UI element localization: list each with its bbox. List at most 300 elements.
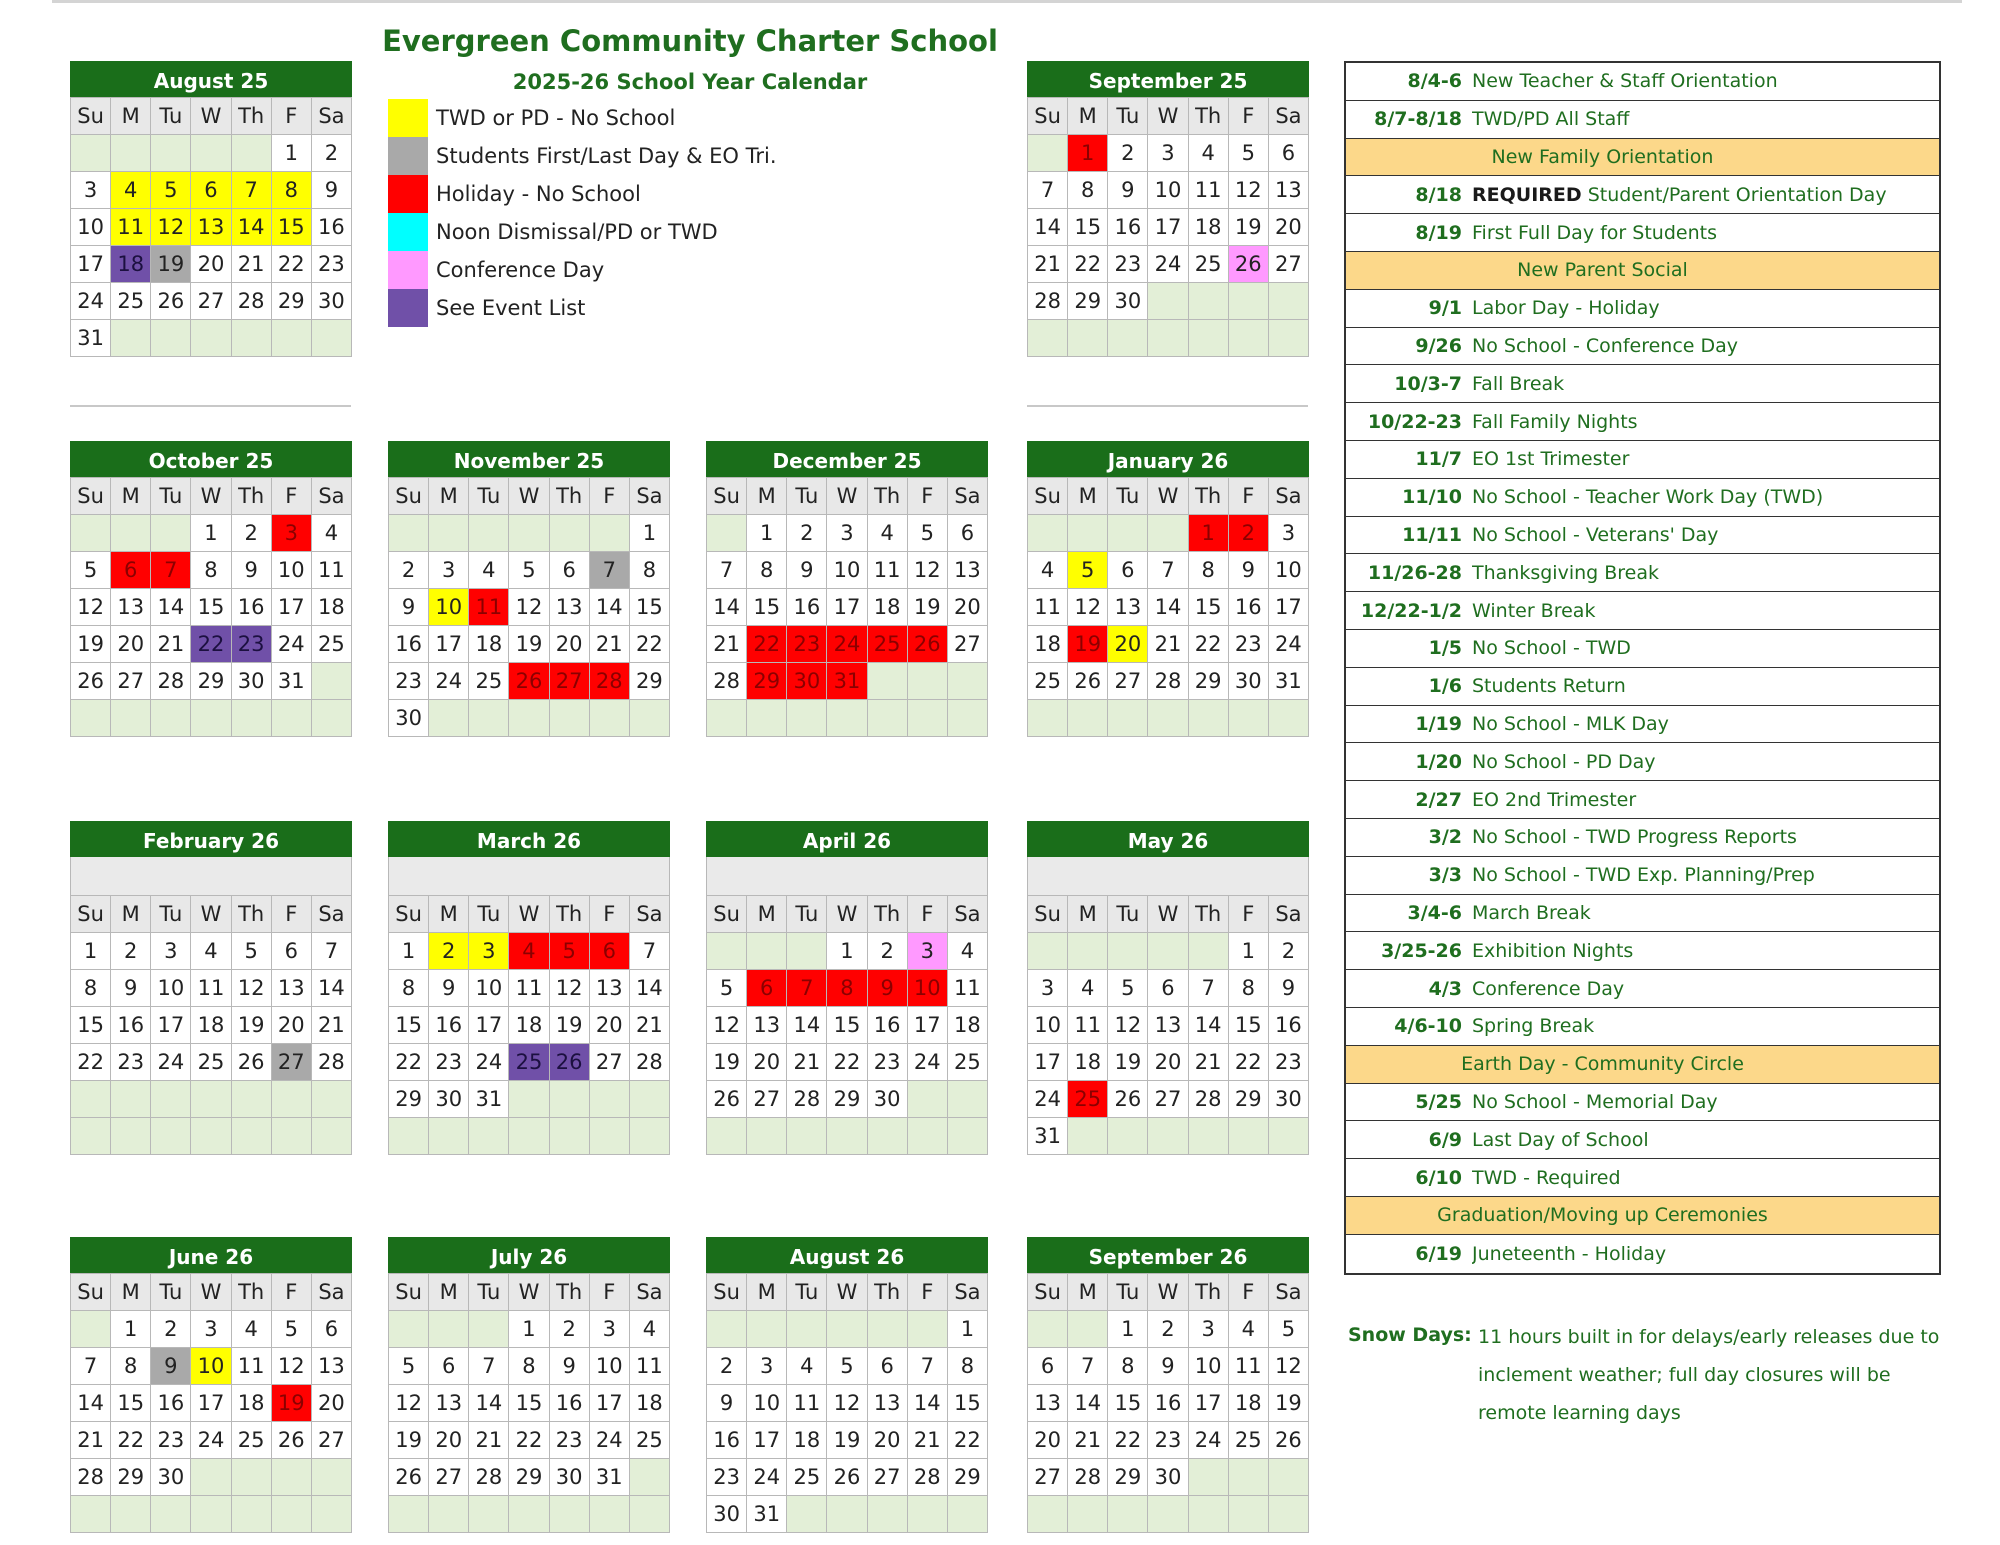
empty-day-cell (1269, 700, 1309, 737)
calendar-title: 2025-26 School Year Calendar (512, 70, 868, 94)
day-cell: 24 (827, 626, 867, 663)
empty-day-cell (787, 1311, 827, 1348)
month-title: July 26 (388, 1237, 670, 1273)
empty-day-cell (232, 320, 272, 357)
day-cell: 9 (1108, 172, 1148, 209)
event-row (1346, 441, 1939, 479)
event-list (1344, 61, 1941, 1275)
event-row (1346, 1197, 1939, 1235)
day-cell: 12 (232, 970, 272, 1007)
empty-day-cell (1028, 933, 1068, 970)
day-cell: 24 (1148, 246, 1188, 283)
legend-label: Conference Day (436, 258, 605, 282)
empty-day-cell (272, 1081, 312, 1118)
event-description-wrap (1472, 70, 1939, 92)
empty-day-cell (948, 1118, 988, 1155)
day-cell: 16 (787, 589, 827, 626)
event-description: EO 2nd Trimester (1472, 788, 1637, 811)
day-cell: 19 (908, 589, 948, 626)
day-cell: 21 (469, 1422, 509, 1459)
day-cell: 26 (908, 626, 948, 663)
day-cell: 27 (868, 1459, 908, 1496)
month-title: September 25 (1027, 61, 1309, 97)
day-cell: 22 (509, 1422, 549, 1459)
day-cell: 28 (71, 1459, 111, 1496)
day-cell: 14 (232, 209, 272, 246)
event-row (1346, 479, 1939, 517)
day-cell: 26 (1269, 1422, 1309, 1459)
day-cell: 26 (1068, 663, 1108, 700)
day-cell: 17 (469, 1007, 509, 1044)
weekday-header: W (509, 1274, 549, 1311)
weekday-header: F (590, 478, 630, 515)
day-cell: 26 (151, 283, 191, 320)
event-date: 2/27 (1415, 788, 1462, 811)
day-cell: 11 (232, 1348, 272, 1385)
weekday-header: Su (707, 896, 747, 933)
event-date: 10/22-23 (1367, 410, 1462, 433)
empty-day-cell (151, 700, 191, 737)
empty-day-cell (1229, 1459, 1269, 1496)
day-cell: 16 (111, 1007, 151, 1044)
day-cell: 11 (312, 552, 352, 589)
day-cell: 21 (630, 1007, 670, 1044)
day-cell: 7 (630, 933, 670, 970)
event-date: 3/3 (1428, 864, 1462, 887)
event-date: 9/26 (1415, 334, 1462, 357)
day-cell: 9 (389, 589, 429, 626)
legend-swatch-cyan (388, 213, 428, 251)
event-description: Exhibition Nights (1472, 939, 1634, 962)
day-cell: 2 (429, 933, 469, 970)
event-description: New Parent Social (1517, 259, 1688, 282)
event-description-wrap (1472, 411, 1939, 433)
empty-day-cell (1108, 933, 1148, 970)
day-cell: 15 (191, 589, 231, 626)
day-cell: 28 (787, 1081, 827, 1118)
day-cell: 7 (469, 1348, 509, 1385)
day-cell: 21 (71, 1422, 111, 1459)
day-cell: 25 (630, 1422, 670, 1459)
empty-day-cell (747, 1311, 787, 1348)
empty-day-cell (948, 700, 988, 737)
day-cell: 17 (1028, 1044, 1068, 1081)
month-grid (388, 895, 670, 1155)
empty-day-cell (827, 1496, 867, 1533)
empty-day-cell (590, 700, 630, 737)
weekday-header: Sa (312, 478, 352, 515)
day-cell: 21 (707, 626, 747, 663)
weekday-header: Th (868, 478, 908, 515)
day-cell: 27 (429, 1459, 469, 1496)
day-cell: 4 (868, 515, 908, 552)
day-cell: 27 (312, 1422, 352, 1459)
empty-day-cell (1028, 320, 1068, 357)
day-cell: 22 (1229, 1044, 1269, 1081)
day-cell: 13 (747, 1007, 787, 1044)
day-cell: 24 (747, 1459, 787, 1496)
day-cell: 30 (151, 1459, 191, 1496)
day-cell: 3 (747, 1348, 787, 1385)
day-cell: 18 (111, 246, 151, 283)
day-cell: 15 (111, 1385, 151, 1422)
day-cell: 11 (948, 970, 988, 1007)
day-cell: 29 (630, 663, 670, 700)
weekday-header: M (429, 896, 469, 933)
empty-day-cell (1068, 1311, 1108, 1348)
empty-day-cell (948, 1081, 988, 1118)
month-title: October 25 (70, 441, 352, 477)
empty-day-cell (908, 1311, 948, 1348)
weekday-header: Su (707, 1274, 747, 1311)
empty-day-cell (71, 1311, 111, 1348)
day-cell: 27 (272, 1044, 312, 1081)
day-cell: 10 (1148, 172, 1188, 209)
day-cell: 21 (151, 626, 191, 663)
day-cell: 6 (111, 552, 151, 589)
day-cell: 29 (389, 1081, 429, 1118)
empty-day-cell (272, 1459, 312, 1496)
month-title: November 25 (388, 441, 670, 477)
empty-day-cell (111, 135, 151, 172)
day-cell: 23 (429, 1044, 469, 1081)
day-cell: 26 (71, 663, 111, 700)
empty-day-cell (509, 1496, 549, 1533)
day-cell: 16 (868, 1007, 908, 1044)
day-cell: 9 (787, 552, 827, 589)
day-cell: 22 (1108, 1422, 1148, 1459)
day-cell: 18 (630, 1385, 670, 1422)
event-row (1346, 743, 1939, 781)
day-cell: 29 (1189, 663, 1229, 700)
weekday-header: Su (389, 896, 429, 933)
empty-day-cell (707, 933, 747, 970)
day-cell: 15 (630, 589, 670, 626)
day-cell: 17 (71, 246, 111, 283)
empty-day-cell (71, 1118, 111, 1155)
day-cell: 26 (232, 1044, 272, 1081)
month-august-26 (706, 1237, 988, 1533)
empty-day-cell (1028, 700, 1068, 737)
day-cell: 24 (71, 283, 111, 320)
weekday-header: Sa (948, 1274, 988, 1311)
empty-day-cell (1028, 515, 1068, 552)
weekday-header: Th (868, 896, 908, 933)
weekday-header: W (1148, 478, 1188, 515)
day-cell: 26 (707, 1081, 747, 1118)
day-cell: 18 (1068, 1044, 1108, 1081)
day-cell: 22 (272, 246, 312, 283)
divider-right (1027, 405, 1308, 407)
day-cell: 19 (707, 1044, 747, 1081)
day-cell: 2 (1108, 135, 1148, 172)
day-cell: 4 (1229, 1311, 1269, 1348)
day-cell: 28 (908, 1459, 948, 1496)
day-cell: 31 (747, 1496, 787, 1533)
top-rule (52, 0, 1962, 3)
event-description: Earth Day - Community Circle (1461, 1053, 1744, 1076)
day-cell: 8 (509, 1348, 549, 1385)
day-cell: 11 (868, 552, 908, 589)
day-cell: 4 (1189, 135, 1229, 172)
day-cell: 4 (1028, 552, 1068, 589)
event-date: 11/26-28 (1367, 561, 1462, 584)
empty-day-cell (827, 700, 867, 737)
day-cell: 16 (1229, 589, 1269, 626)
weekday-header: Tu (469, 1274, 509, 1311)
month-grid (1027, 895, 1309, 1155)
day-cell: 29 (827, 1081, 867, 1118)
event-description: No School - TWD (1472, 637, 1631, 660)
day-cell: 12 (272, 1348, 312, 1385)
day-cell: 10 (590, 1348, 630, 1385)
empty-day-cell (1189, 1496, 1229, 1533)
weekday-header: Sa (948, 896, 988, 933)
day-cell: 15 (1068, 209, 1108, 246)
month-grid (1027, 1273, 1309, 1533)
day-cell: 12 (1108, 1007, 1148, 1044)
weekday-header: W (1148, 896, 1188, 933)
day-cell: 22 (389, 1044, 429, 1081)
day-cell: 8 (948, 1348, 988, 1385)
day-cell: 16 (151, 1385, 191, 1422)
day-cell: 17 (590, 1385, 630, 1422)
day-cell: 1 (509, 1311, 549, 1348)
empty-day-cell (787, 700, 827, 737)
empty-day-cell (71, 700, 111, 737)
month-title: December 25 (706, 441, 988, 477)
empty-day-cell (111, 1118, 151, 1155)
weekday-header: Th (232, 1274, 272, 1311)
day-cell: 22 (1189, 626, 1229, 663)
empty-day-cell (389, 1311, 429, 1348)
empty-day-cell (908, 663, 948, 700)
day-cell: 13 (1028, 1385, 1068, 1422)
event-description-wrap (1472, 713, 1939, 735)
day-cell: 10 (908, 970, 948, 1007)
empty-day-cell (1269, 1459, 1309, 1496)
day-cell: 18 (1028, 626, 1068, 663)
weekday-header: Tu (787, 896, 827, 933)
event-row (1346, 857, 1939, 895)
event-description: Thanksgiving Break (1472, 561, 1660, 584)
day-cell: 30 (232, 663, 272, 700)
empty-day-cell (1269, 1118, 1309, 1155)
event-description: Student/Parent Orientation Day (1587, 183, 1887, 206)
day-cell: 31 (827, 663, 867, 700)
day-cell: 3 (429, 552, 469, 589)
month-title: April 26 (706, 821, 988, 857)
empty-day-cell (1269, 320, 1309, 357)
weekday-header: Th (868, 1274, 908, 1311)
day-cell: 27 (111, 663, 151, 700)
event-description: Juneteenth - Holiday (1472, 1242, 1667, 1265)
day-cell: 27 (1028, 1459, 1068, 1496)
day-cell: 13 (1148, 1007, 1188, 1044)
event-row (1346, 630, 1939, 668)
event-description-wrap (1472, 826, 1939, 848)
day-cell: 17 (827, 589, 867, 626)
weekday-header: F (272, 1274, 312, 1311)
event-description: No School - PD Day (1472, 750, 1656, 773)
day-cell: 16 (550, 1385, 590, 1422)
day-cell: 7 (1028, 172, 1068, 209)
weekday-header: Sa (312, 98, 352, 135)
event-date: 8/7-8/18 (1374, 108, 1462, 131)
day-cell: 19 (1269, 1385, 1309, 1422)
event-description-wrap (1472, 562, 1939, 584)
weekday-header: M (747, 896, 787, 933)
weekday-header: W (509, 478, 549, 515)
event-description: March Break (1472, 901, 1591, 924)
day-cell: 28 (232, 283, 272, 320)
day-cell: 10 (469, 970, 509, 1007)
day-cell: 9 (1148, 1348, 1188, 1385)
empty-day-cell (630, 1118, 670, 1155)
day-cell: 11 (1028, 589, 1068, 626)
day-cell: 8 (630, 552, 670, 589)
empty-day-cell (1229, 1118, 1269, 1155)
day-cell: 19 (272, 1385, 312, 1422)
empty-day-cell (550, 700, 590, 737)
day-cell: 31 (272, 663, 312, 700)
day-cell: 24 (908, 1044, 948, 1081)
day-cell: 27 (550, 663, 590, 700)
day-cell: 18 (948, 1007, 988, 1044)
empty-day-cell (1068, 1118, 1108, 1155)
empty-day-cell (1229, 283, 1269, 320)
empty-day-cell (429, 515, 469, 552)
day-cell: 7 (1148, 552, 1188, 589)
event-date: 9/1 (1428, 297, 1462, 320)
day-cell: 12 (1229, 172, 1269, 209)
empty-day-cell (151, 1496, 191, 1533)
event-description: Labor Day - Holiday (1472, 297, 1660, 320)
day-cell: 4 (787, 1348, 827, 1385)
empty-day-cell (71, 1081, 111, 1118)
day-cell: 3 (272, 515, 312, 552)
day-cell: 30 (1148, 1459, 1188, 1496)
month-grid (388, 477, 670, 737)
day-cell: 26 (272, 1422, 312, 1459)
empty-day-cell (1229, 700, 1269, 737)
day-cell: 2 (151, 1311, 191, 1348)
weekday-header: Su (71, 478, 111, 515)
event-description-wrap (1472, 637, 1939, 659)
day-cell: 24 (1269, 626, 1309, 663)
day-cell: 25 (868, 626, 908, 663)
empty-day-cell (1028, 1311, 1068, 1348)
weekday-header: F (1229, 896, 1269, 933)
event-date: 3/4-6 (1407, 901, 1462, 924)
empty-day-cell (550, 1118, 590, 1155)
day-cell: 9 (151, 1348, 191, 1385)
legend-item (388, 137, 777, 175)
event-date: 12/22-1/2 (1360, 599, 1462, 622)
empty-day-cell (389, 515, 429, 552)
day-cell: 19 (71, 626, 111, 663)
event-description: First Full Day for Students (1472, 221, 1717, 244)
month-title: February 26 (70, 821, 352, 857)
day-cell: 24 (429, 663, 469, 700)
day-cell: 6 (312, 1311, 352, 1348)
legend-label: TWD or PD - No School (436, 106, 676, 130)
day-cell: 13 (948, 552, 988, 589)
empty-day-cell (948, 663, 988, 700)
month-july-26 (388, 1237, 670, 1533)
day-cell: 16 (389, 626, 429, 663)
day-cell: 30 (1108, 283, 1148, 320)
day-cell: 25 (1028, 663, 1068, 700)
day-cell: 6 (429, 1348, 469, 1385)
day-cell: 6 (868, 1348, 908, 1385)
legend-swatch-red (388, 175, 428, 213)
day-cell: 31 (590, 1459, 630, 1496)
event-row (1346, 1008, 1939, 1046)
event-description: New Family Orientation (1491, 145, 1714, 168)
event-row (1346, 365, 1939, 403)
empty-day-cell (827, 1118, 867, 1155)
day-cell: 20 (1148, 1044, 1188, 1081)
empty-day-cell (868, 1311, 908, 1348)
empty-day-cell (191, 1118, 231, 1155)
month-spacer (1027, 857, 1309, 895)
weekday-header: Su (71, 896, 111, 933)
empty-day-cell (1189, 320, 1229, 357)
empty-day-cell (1148, 1496, 1188, 1533)
empty-day-cell (747, 933, 787, 970)
day-cell: 15 (272, 209, 312, 246)
event-row (1346, 895, 1939, 933)
weekday-header: F (272, 98, 312, 135)
event-date: 6/19 (1415, 1242, 1462, 1265)
empty-day-cell (747, 1118, 787, 1155)
day-cell: 14 (590, 589, 630, 626)
event-description: TWD - Required (1472, 1166, 1621, 1189)
day-cell: 22 (71, 1044, 111, 1081)
day-cell: 10 (151, 970, 191, 1007)
legend-label: Students First/Last Day & EO Tri. (436, 144, 777, 168)
day-cell: 30 (707, 1496, 747, 1533)
event-description-wrap (1472, 184, 1939, 206)
empty-day-cell (312, 1118, 352, 1155)
day-cell: 2 (707, 1348, 747, 1385)
empty-day-cell (509, 1081, 549, 1118)
day-cell: 25 (1229, 1422, 1269, 1459)
day-cell: 1 (630, 515, 670, 552)
day-cell: 19 (1229, 209, 1269, 246)
event-date: 8/18 (1415, 183, 1462, 206)
day-cell: 3 (1189, 1311, 1229, 1348)
empty-day-cell (191, 700, 231, 737)
day-cell: 15 (71, 1007, 111, 1044)
day-cell: 25 (469, 663, 509, 700)
event-row (1346, 819, 1939, 857)
weekday-header: F (1229, 1274, 1269, 1311)
day-cell: 15 (827, 1007, 867, 1044)
event-date: 1/19 (1415, 712, 1462, 735)
empty-day-cell (429, 1118, 469, 1155)
empty-day-cell (111, 1081, 151, 1118)
day-cell: 15 (1108, 1385, 1148, 1422)
school-name: Evergreen Community Charter School (382, 24, 998, 58)
month-title: August 26 (706, 1237, 988, 1273)
event-description-wrap (1472, 940, 1939, 962)
day-cell: 5 (1068, 552, 1108, 589)
event-date: 1/20 (1415, 750, 1462, 773)
empty-day-cell (111, 320, 151, 357)
event-row (1346, 1235, 1939, 1273)
